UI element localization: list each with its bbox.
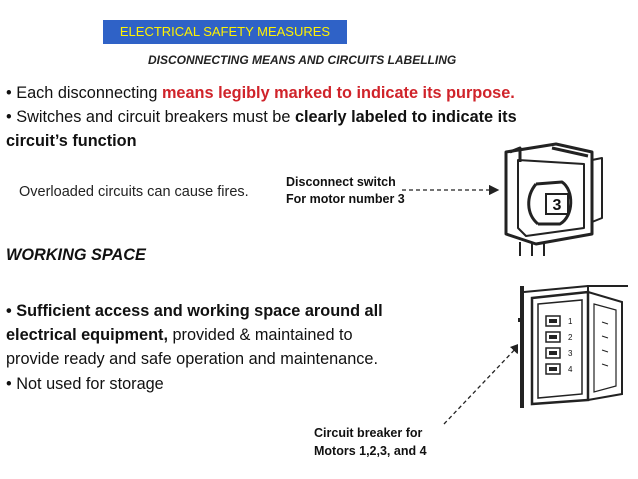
bullet-working-space-line2: [6, 324, 353, 346]
bold-text: clearly labeled to indicate its: [294, 108, 517, 126]
slide-title: ELECTRICAL SAFETY MEASURES: [119, 24, 331, 39]
caption-line: Circuit breaker for: [314, 426, 423, 440]
caption-line: For motor number 3: [286, 192, 405, 206]
breaker-label-3: 3: [568, 349, 573, 358]
bullet-not-storage: • Not used for storage: [6, 375, 164, 393]
caption-line: Motors 1,2,3, and 4: [314, 444, 427, 458]
bullet-switches-labeled-line2: circuit’s function: [6, 132, 137, 150]
disconnect-switch-icon: [496, 138, 606, 258]
bold-text: electrical equipment,: [6, 326, 168, 344]
circuit-breaker-panel-icon: [518, 282, 634, 412]
caption-line: Disconnect switch: [286, 175, 396, 189]
overload-note: Overloaded circuits can cause fires.: [19, 184, 249, 200]
bullet-text: • Switches and circuit breakers must be: [6, 108, 295, 126]
working-space-heading: WORKING SPACE: [6, 246, 146, 264]
bullet-working-space: • Sufficient access and working space around all: [6, 302, 383, 320]
breaker-label-1: 1: [568, 317, 573, 326]
circuit-breaker-caption: [314, 424, 427, 460]
bullet-working-space-line3: provide ready and safe operation and maintenance.: [6, 350, 379, 368]
breaker-label-2: 2: [568, 333, 573, 342]
bullet-text: • Each disconnecting: [6, 84, 162, 102]
switch-number-label: 3: [552, 197, 562, 214]
bullet-text: provided & maintained to: [167, 326, 353, 344]
slide-subtitle: DISCONNECTING MEANS AND CIRCUITS LABELLING: [148, 53, 457, 67]
highlight-text: means legibly marked to indicate its purpose.: [161, 84, 515, 102]
breaker-label-4: 4: [568, 365, 573, 374]
